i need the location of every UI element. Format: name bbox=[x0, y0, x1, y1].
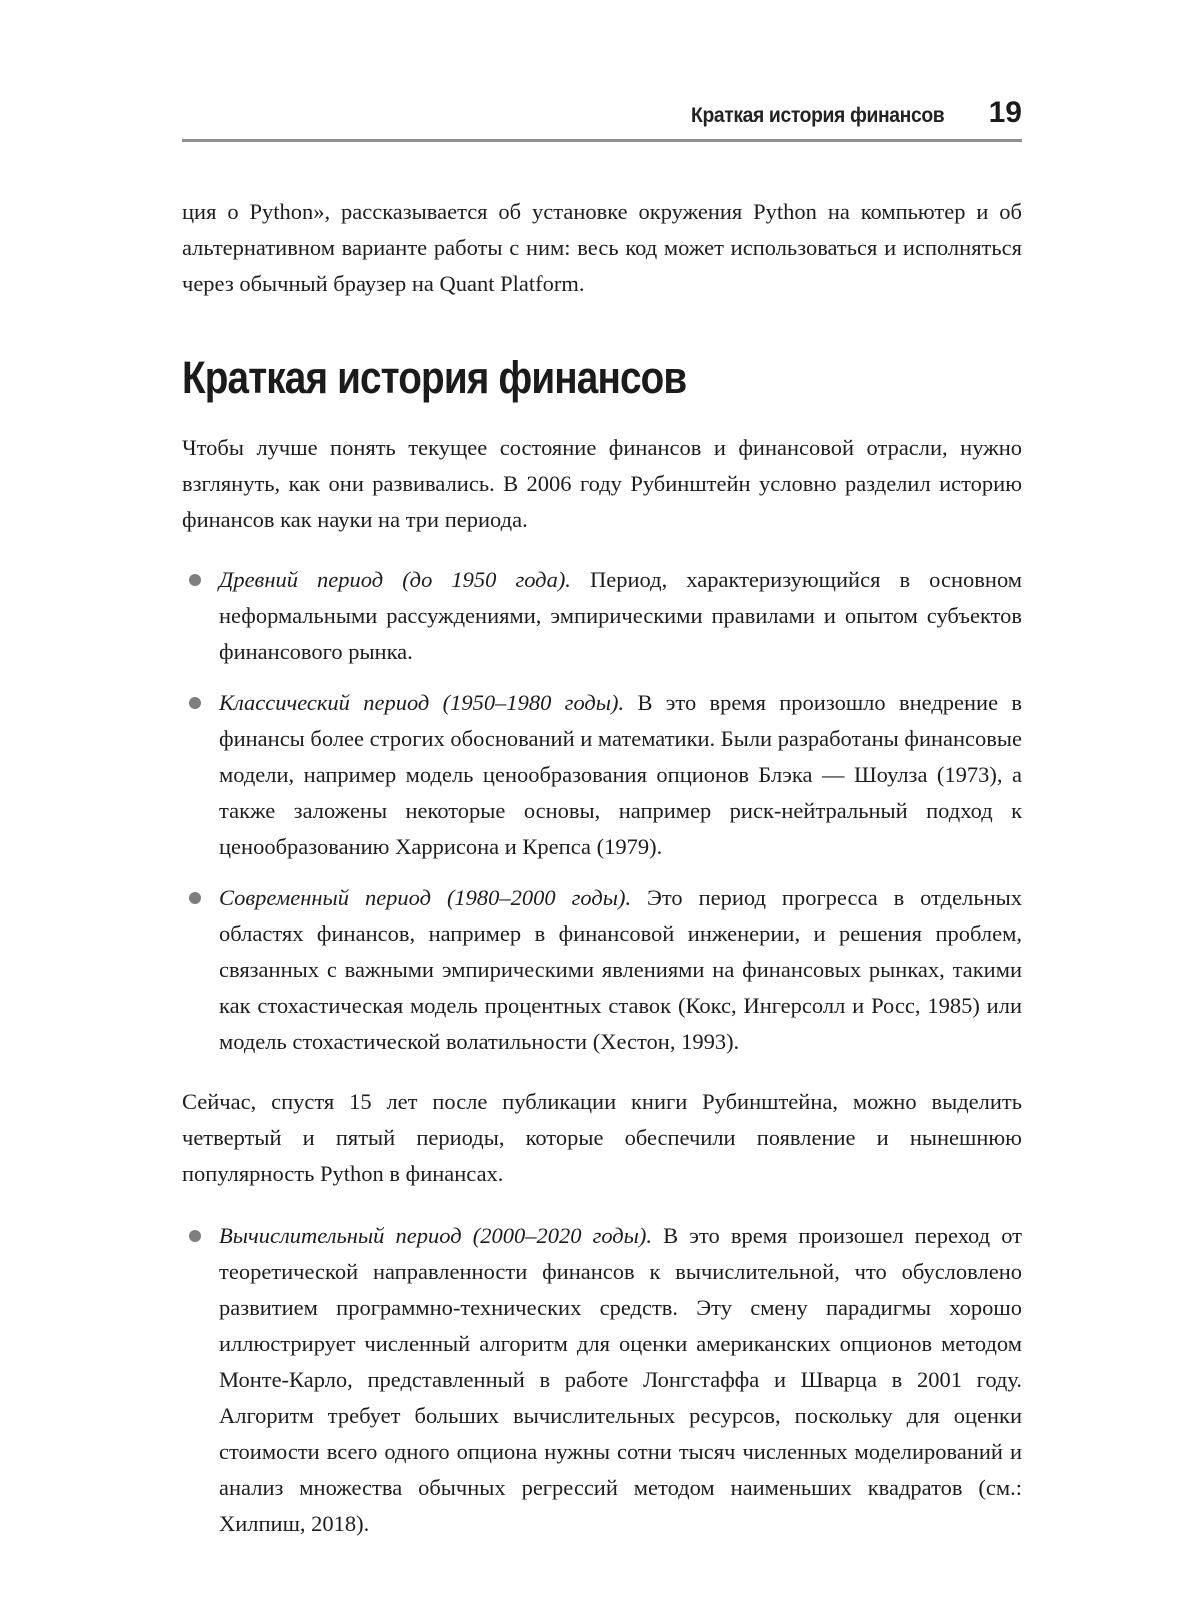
running-head: Краткая история финансов bbox=[691, 104, 945, 127]
section-title: Краткая история финансов bbox=[182, 352, 687, 403]
bullet-icon bbox=[189, 574, 201, 586]
content-column bbox=[182, 0, 1022, 1542]
period-description: Период, характеризующийся в основном неформальными рассуждениями, эмпирическими правилами и опытом субъектов финансового рынка. bbox=[219, 567, 1022, 664]
period-term: Вычислительный период (2000–2020 годы). bbox=[219, 1223, 653, 1248]
list-item bbox=[182, 880, 1022, 1060]
period-description: Это период прогресса в отдельных областях финансов, например в финансовой инженерии, и решения проблем, связанных с важными эмпирическими явлениями на финансовых рынках, такими как стохастическая модель процентных ставок (Кокс, Ингерсолл и Росс, 1985) или модель стохастической волатильности (Хестон, 1993). bbox=[219, 885, 1023, 1054]
period-term: Классический период (1950–1980 годы). bbox=[219, 690, 625, 715]
paragraph-continuation: ция о Python», рассказывается об установке окружения Python на компьютер и об альтернативном варианте работы с ним: весь код может использоваться и исполняться через обычный браузер на Quant Platform. bbox=[182, 199, 1022, 296]
period-description: В это время произошло внедрение в финансы более строгих обоснований и математики. Были разработаны финансовые модели, например модель ценообразования опционов Блэка — Шоулза (1973), а также заложены некоторые основы, например риск-нейтральный подход к ценообразованию Харрисона и Крепса (1979). bbox=[219, 690, 1023, 859]
list-item bbox=[182, 562, 1022, 670]
bullet-icon bbox=[189, 1230, 201, 1242]
period-term: Современный период (1980–2000 годы). bbox=[219, 885, 632, 910]
page-number: 19 bbox=[988, 96, 1022, 129]
period-term: Древний период (до 1950 года). bbox=[219, 567, 571, 592]
periods-list bbox=[182, 562, 1022, 1060]
page-header bbox=[182, 96, 1022, 142]
list-item bbox=[182, 1218, 1022, 1542]
paragraph-lead: Чтобы лучше понять текущее состояние финансов и финансовой отрасли, нужно взглянуть, как они развивались. В 2006 году Рубинштейн условно разделил историю финансов как науки на три периода. bbox=[182, 435, 1022, 532]
period-description: В это время произошел переход от теоретической направленности финансов к вычислительной, что обусловлено развитием программно-технических средств. Эту смену парадигмы хорошо иллюстрирует численный алгоритм для оценки американских опционов методом Монте-Карло, представленный в работе Лонгстаффа и Шварца в 2001 году. Алгоритм требует больших вычислительных ресурсов, поскольку для оценки стоимости всего одного опциона нужны сотни тысяч численных моделирований и анализ множества обычных регрессий методом наименьших квадратов (см.: Хилпиш, 2018). bbox=[219, 1223, 1023, 1536]
paragraph-middle: Сейчас, спустя 15 лет после публикации книги Рубинштейна, можно выделить четвертый и пятый периоды, которые обеспечили появление и нынешнюю популярность Python в финансах. bbox=[182, 1089, 1022, 1186]
list-item bbox=[182, 685, 1022, 865]
periods-list-continued bbox=[182, 1218, 1022, 1542]
bullet-icon bbox=[189, 892, 201, 904]
bullet-icon bbox=[189, 697, 201, 709]
